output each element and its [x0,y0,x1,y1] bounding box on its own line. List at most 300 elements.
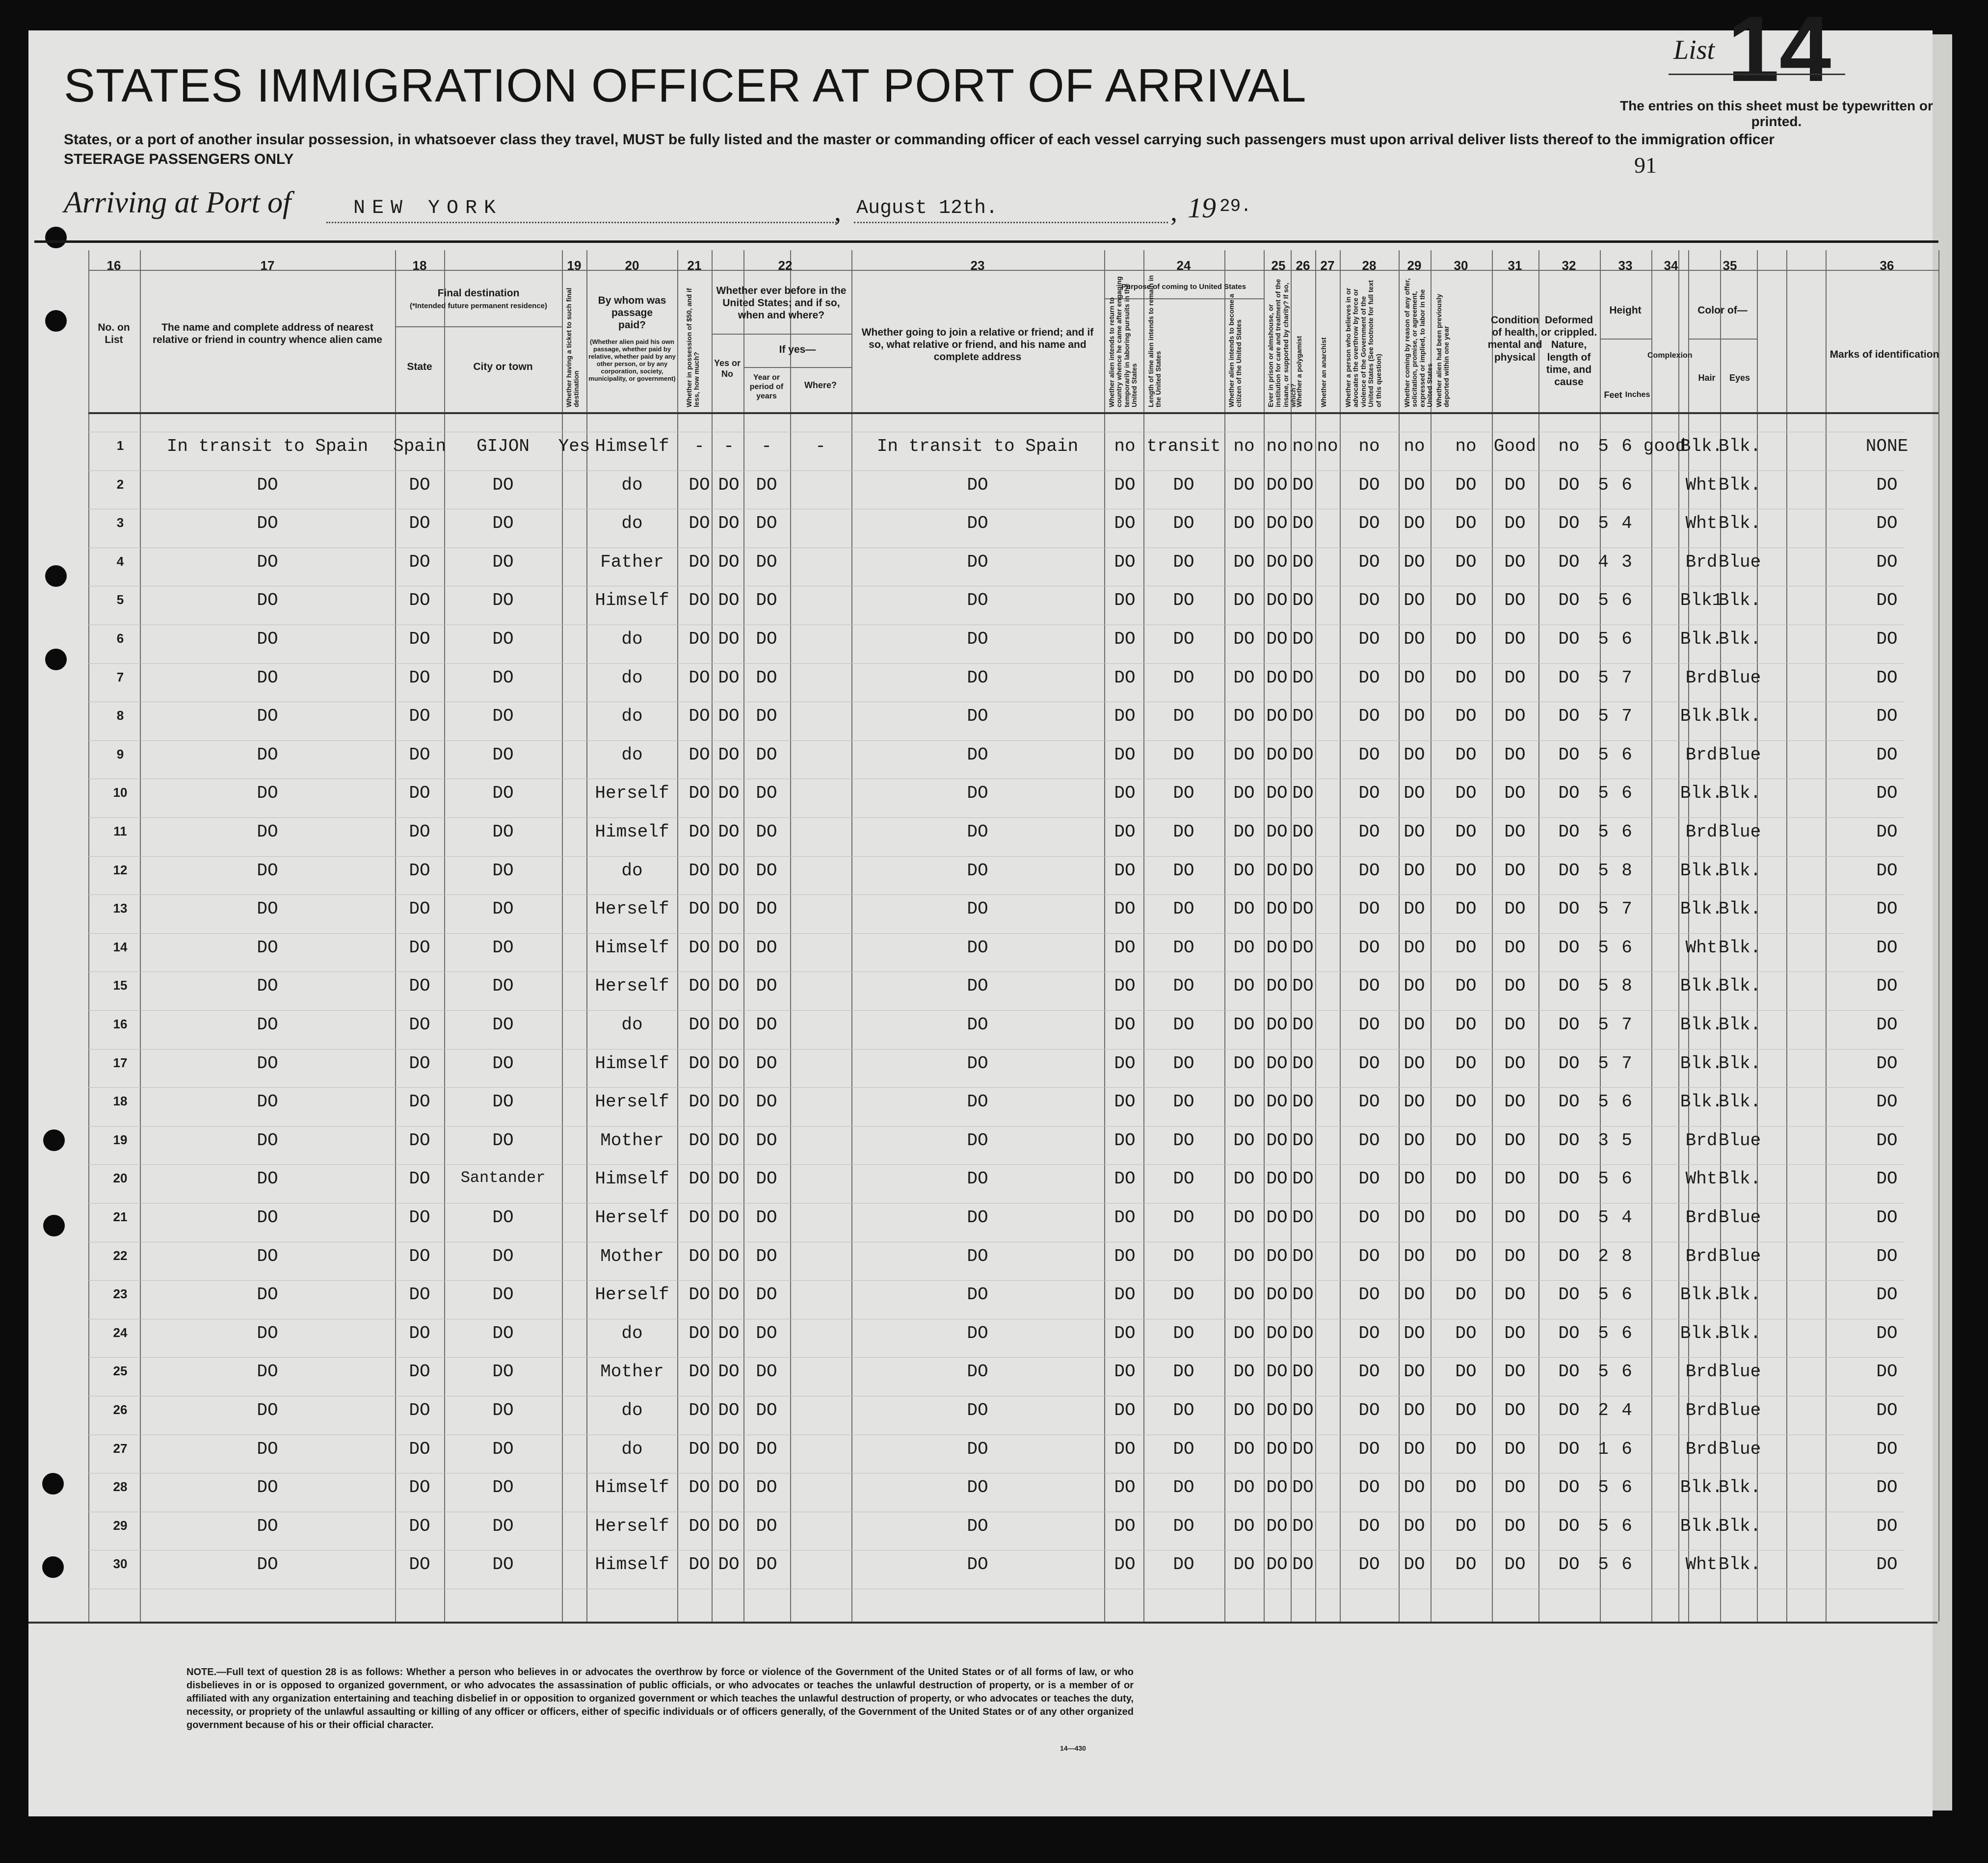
cell-c24c: DO [1233,1285,1255,1305]
cell-join: DO [967,783,988,804]
port-dotline [326,222,837,223]
cell-c21: DO [689,860,710,881]
row-rule [88,740,1904,741]
header-return-intent: Whether alien intends to return to country whence he came after engaging temporarily in laboring pursuits in the United States [1108,276,1139,407]
cell-eyes: Blue [1718,1400,1761,1420]
cell-c22a: DO [718,1130,740,1151]
subheader-rule [1600,339,1651,340]
cell-c21: DO [689,1169,710,1189]
cell-health: DO [1504,513,1526,534]
cell-deformed: DO [1558,860,1580,881]
cell-eyes: Blk. [1718,860,1761,881]
cell-c30: DO [1455,1130,1477,1151]
header-fifty-dollars: Whether in possession of $50, and if less, how much? [685,288,701,407]
header-height: Height [1609,305,1642,316]
cell-c22a: DO [718,1477,740,1498]
cell-marks: DO [1876,976,1898,997]
cell-inches: 4 [1621,513,1632,534]
cell-hair: Blk. [1680,1285,1723,1305]
cell-c24a: DO [1114,1207,1136,1228]
header-labor-offer: Whether coming by reason of any offer, solicitation, promise, or agreement, expressed or implied, to labor in the United States [1403,278,1434,407]
cell-c24b: DO [1173,899,1194,919]
row-number: 16 [113,1017,128,1031]
cell-c30: DO [1455,744,1477,765]
cell-rel: DO [257,1362,278,1382]
steerage-label: STEERAGE PASSENGERS ONLY [64,151,294,167]
row-number: 5 [116,592,124,607]
cell-state: DO [409,1516,430,1536]
cell-c26: DO [1292,1554,1314,1575]
header-year-period: Year or period of years [749,373,784,401]
cell-c28: DO [1358,822,1380,842]
row-number: 13 [113,901,128,916]
cell-hair: Brd [1685,1246,1718,1266]
cell-hair: Blk. [1680,1323,1723,1343]
cell-c29: DO [1404,667,1425,688]
cell-c26: DO [1292,1207,1314,1228]
cell-c22a: DO [718,1169,740,1189]
cell-feet: 2 [1598,1246,1609,1266]
cell-c28: DO [1358,629,1380,649]
column-rule [1538,250,1539,1622]
cell-c29: DO [1404,976,1425,997]
column-rule [712,250,713,1622]
cell-c29: DO [1404,590,1425,611]
header-feet: Feet [1604,390,1622,400]
cell-marks: DO [1876,1092,1898,1112]
cell-inches: 6 [1621,744,1632,765]
cell-inches: 7 [1621,706,1632,727]
cell-c24c: DO [1233,1439,1255,1459]
cell-city: DO [492,474,514,495]
cell-c30: DO [1455,1554,1477,1575]
cell-feet: 2 [1598,1400,1609,1420]
cell-health: DO [1504,1207,1526,1228]
cell-marks: DO [1876,1439,1898,1459]
cell-inches: 6 [1621,1285,1632,1305]
cell-rel: DO [257,1400,278,1420]
cell-paid: Himself [595,1477,669,1498]
cell-c24a: DO [1114,474,1136,495]
header-purpose: Purpose of coming to United States [1121,283,1246,291]
cell-state: DO [409,1015,430,1035]
header-color-of: Color of— [1697,305,1748,316]
cell-c24a: DO [1114,1477,1136,1498]
cell-eyes: Blk. [1718,899,1761,919]
cell-c25: DO [1266,976,1288,997]
cell-city: DO [492,1285,514,1305]
cell-c30: DO [1455,1053,1477,1074]
column-number: 28 [1362,258,1377,273]
cell-feet: 5 [1598,822,1609,842]
cell-state: DO [409,1092,430,1112]
cell-c28: DO [1358,976,1380,997]
cell-deformed: DO [1558,1400,1580,1420]
cell-c25: DO [1266,1053,1288,1074]
cell-join: DO [967,1285,988,1305]
cell-c22b: DO [756,822,777,842]
cell-c22b: DO [756,629,777,649]
form-code: 14—430 [1060,1744,1086,1752]
cell-c24a: DO [1114,899,1136,919]
cell-c22a: DO [718,590,740,611]
cell-paid: do [621,1400,643,1420]
cell-marks: DO [1876,1207,1898,1228]
cell-hair: Brd [1685,1130,1718,1151]
cell-c30: DO [1455,937,1477,958]
list-underline [1669,74,1845,75]
cell-deformed: DO [1558,1323,1580,1343]
cell-c25: DO [1266,1554,1288,1575]
cell-city: DO [492,783,514,804]
row-number: 20 [113,1171,128,1186]
header-health: Condition of health, mental and physical [1487,315,1542,363]
cell-c25: DO [1266,667,1288,688]
cell-feet: 5 [1598,474,1609,495]
cell-feet: 5 [1598,1092,1609,1112]
cell-inches: 6 [1621,1516,1632,1536]
row-number: 7 [116,669,124,684]
cell-c28: DO [1358,744,1380,765]
cell-marks: DO [1876,1400,1898,1420]
cell-c28: DO [1358,1053,1380,1074]
cell-join: In transit to Spain [876,436,1079,456]
table-bottom-rule [28,1622,1937,1624]
cell-c24a: DO [1114,1554,1136,1575]
cell-marks: DO [1876,899,1898,919]
cell-c24c: DO [1233,551,1255,572]
cell-rel: DO [257,1015,278,1035]
column-rule [1938,250,1939,1622]
cell-c22b: DO [756,899,777,919]
cell-c29: DO [1404,899,1425,919]
cell-inches: 5 [1621,1130,1632,1151]
cell-rel: DO [257,1477,278,1498]
cell-feet: 5 [1598,1285,1609,1305]
cell-c21: DO [689,1439,710,1459]
cell-c30: DO [1455,1169,1477,1189]
cell-hair: Blk. [1680,629,1723,649]
arrival-date: August 12th. [856,197,998,219]
cell-c22b: DO [756,1015,777,1035]
cell-c22b: DO [756,1207,777,1228]
cell-paid: Herself [595,1092,669,1112]
cell-c30: DO [1455,1439,1477,1459]
column-number: 27 [1320,258,1335,273]
cell-c22b: DO [756,744,777,765]
cell-c24a: DO [1114,667,1136,688]
cell-c28: DO [1358,1439,1380,1459]
cell-c28: DO [1358,706,1380,727]
cell-eyes: Blue [1718,1246,1761,1266]
row-number: 14 [113,939,128,954]
cell-c28: DO [1358,513,1380,534]
cell-c28: DO [1358,899,1380,919]
cell-inches: 6 [1621,1554,1632,1575]
cell-c25: DO [1266,551,1288,572]
cell-eyes: Blue [1718,551,1761,572]
column-rule [677,250,678,1622]
column-number: 29 [1407,258,1422,273]
cell-rel: DO [257,1130,278,1151]
cell-c24c: DO [1233,783,1255,804]
cell-c22b: DO [756,1285,777,1305]
cell-hair: Wht [1685,1169,1718,1189]
cell-city: DO [492,1400,514,1420]
cell-marks: DO [1876,822,1898,842]
column-rule [743,250,744,1622]
cell-health: DO [1504,1400,1526,1420]
cell-feet: 4 [1598,551,1609,572]
cell-feet: 5 [1598,706,1609,727]
cell-city: DO [492,667,514,688]
row-number: 21 [113,1209,128,1224]
cell-hair: Brd [1685,551,1718,572]
cell-c28: DO [1358,474,1380,495]
cell-state: DO [409,1554,430,1575]
cell-health: DO [1504,474,1526,495]
cell-paid: Himself [595,590,669,611]
cell-c24b: DO [1173,1516,1194,1536]
column-rule [1340,250,1341,1622]
cell-c24a: DO [1114,629,1136,649]
cell-hair: Wht [1685,1554,1718,1575]
cell-c24a: DO [1114,744,1136,765]
cell-deformed: DO [1558,1362,1580,1382]
cell-hair: Brd [1685,667,1718,688]
cell-c24c: DO [1233,1130,1255,1151]
cell-feet: 1 [1598,1439,1609,1459]
cell-inches: 6 [1621,1362,1632,1382]
cell-c29: DO [1404,1400,1425,1420]
cell-c29: DO [1404,937,1425,958]
cell-rel: DO [257,860,278,881]
cell-c30: DO [1455,1246,1477,1266]
cell-c26: DO [1292,1477,1314,1498]
cell-c22a: DO [718,1246,740,1266]
cell-state: DO [409,937,430,958]
cell-c25: DO [1266,1362,1288,1382]
cell-city: DO [492,899,514,919]
punch-hole [45,227,67,248]
cell-c24b: DO [1173,1323,1194,1343]
cell-feet: 5 [1598,1516,1609,1536]
cell-c29: DO [1404,1092,1425,1112]
cell-feet: 5 [1598,1015,1609,1035]
column-number: 33 [1618,258,1633,273]
column-number: 19 [567,258,582,273]
cell-c26: DO [1292,1285,1314,1305]
cell-c21: DO [689,1554,710,1575]
row-number: 22 [113,1248,128,1263]
cell-inches: 6 [1621,1092,1632,1112]
cell-inches: 6 [1621,783,1632,804]
cell-c26: DO [1292,590,1314,611]
cell-marks: DO [1876,744,1898,765]
row-rule [88,1010,1904,1011]
cell-join: DO [967,706,988,727]
cell-c30: DO [1455,1362,1477,1382]
cell-deformed: DO [1558,1516,1580,1536]
cell-c29: DO [1404,744,1425,765]
cell-paid: Mother [600,1362,664,1382]
cell-deformed: DO [1558,667,1580,688]
cell-c22a: DO [718,1092,740,1112]
cell-marks: DO [1876,474,1898,495]
cell-join: DO [967,629,988,649]
row-rule [88,1049,1904,1050]
cell-eyes: Blk. [1718,1516,1761,1536]
row-number: 3 [116,515,124,530]
cell-c28: DO [1358,937,1380,958]
cell-c24c: DO [1233,1516,1255,1536]
cell-c25: DO [1266,822,1288,842]
punch-hole [42,1556,64,1578]
cell-c24a: DO [1114,783,1136,804]
cell-c25: DO [1266,1477,1288,1498]
cell-feet: 3 [1598,1130,1609,1151]
cell-deformed: DO [1558,976,1580,997]
cell-c25: DO [1266,706,1288,727]
cell-feet: 5 [1598,744,1609,765]
cell-deformed: DO [1558,1246,1580,1266]
comma: , [834,197,841,227]
cell-deformed: DO [1558,1207,1580,1228]
cell-c24b: DO [1173,1130,1194,1151]
cell-marks: DO [1876,1130,1898,1151]
row-number: 26 [113,1402,128,1417]
row-rule [88,1126,1904,1127]
cell-join: DO [967,667,988,688]
cell-c28: DO [1358,1516,1380,1536]
cell-c24b: DO [1173,1285,1194,1305]
cell-c22a: DO [718,744,740,765]
cell-inches: 8 [1621,860,1632,881]
cell-c25: DO [1266,937,1288,958]
manifest-sheet [28,30,1933,1816]
cell-c24c: DO [1233,1554,1255,1575]
cell-deformed: DO [1558,474,1580,495]
cell-inches: 6 [1621,1169,1632,1189]
cell-c24c: DO [1233,590,1255,611]
cell-city: DO [492,1207,514,1228]
header-hair: Hair [1698,373,1716,383]
cell-c26: DO [1292,976,1314,997]
cell-health: DO [1504,1439,1526,1459]
cell-c28: DO [1358,551,1380,572]
cell-health: DO [1504,1362,1526,1382]
cell-c22b: DO [756,1516,777,1536]
cell-city: DO [492,513,514,534]
header-complexion: Complexion [1647,351,1693,360]
cell-join: DO [967,513,988,534]
cell-join: DO [967,1362,988,1382]
cell-health: DO [1504,1323,1526,1343]
cell-paid: Himself [595,1053,669,1074]
row-number: 29 [113,1518,128,1533]
cell-inches: 6 [1621,1477,1632,1498]
cell-city: DO [492,706,514,727]
cell-c24a: DO [1114,1362,1136,1382]
cell-c26: DO [1292,1323,1314,1343]
cell-c29: DO [1404,783,1425,804]
cell-c28: DO [1358,1285,1380,1305]
cell-hair: Blk. [1680,1015,1723,1035]
punch-hole [45,649,67,670]
cell-join: DO [967,1246,988,1266]
cell-deformed: DO [1558,744,1580,765]
cell-c30: DO [1455,551,1477,572]
cell-c30: DO [1455,590,1477,611]
cell-rel: DO [257,783,278,804]
cell-state: DO [409,822,430,842]
cell-inches: 7 [1621,899,1632,919]
cell-c22b: - [761,436,772,456]
cell-c29: DO [1404,1053,1425,1074]
column-rule [1143,250,1144,1622]
header-nearest-relative: The name and complete address of nearest relative or friend in country whence alien came [153,322,382,346]
cell-c22a: DO [718,1207,740,1228]
cell-marks: DO [1876,783,1898,804]
column-number: 36 [1880,258,1894,273]
cell-inches: 7 [1621,1053,1632,1074]
cell-c29: DO [1404,1323,1425,1343]
cell-c29: DO [1404,1130,1425,1151]
cell-c22a: DO [718,976,740,997]
header-yes-no: Yes or No [714,358,741,379]
cell-c30: DO [1455,629,1477,649]
cell-c24c: DO [1233,1015,1255,1035]
column-number: 16 [106,258,121,273]
column-number: 22 [778,258,793,273]
cell-c25: DO [1266,513,1288,534]
cell-paid: Herself [595,1516,669,1536]
cell-c24b: transit [1146,436,1221,456]
cell-rel: DO [257,1053,278,1074]
cell-c22a: DO [718,1053,740,1074]
cell-c30: DO [1455,783,1477,804]
cell-c29: DO [1404,706,1425,727]
cell-c21: DO [689,976,710,997]
cell-hair: Blk1 [1680,590,1723,611]
cell-feet: 5 [1598,1477,1609,1498]
cell-c26: DO [1292,1246,1314,1266]
cell-c24c: DO [1233,860,1255,881]
cell-c22b: DO [756,551,777,572]
cell-health: DO [1504,1092,1526,1112]
cell-c21: DO [689,1130,710,1151]
cell-c29: DO [1404,629,1425,649]
cell-rel: DO [257,551,278,572]
cell-city: DO [492,1323,514,1343]
cell-inches: 6 [1621,436,1632,456]
cell-c24b: DO [1173,937,1194,958]
cell-join: DO [967,474,988,495]
cell-c24a: DO [1114,1130,1136,1151]
cell-marks: DO [1876,629,1898,649]
cell-c21: DO [689,1285,710,1305]
column-rule [1104,250,1105,1622]
cell-c28: DO [1358,590,1380,611]
cell-c29: DO [1404,1015,1425,1035]
cell-city: DO [492,860,514,881]
cell-c24b: DO [1173,860,1194,881]
cell-health: DO [1504,899,1526,919]
cell-c30: no [1455,436,1477,456]
cell-deformed: DO [1558,1285,1580,1305]
cell-c25: DO [1266,744,1288,765]
cell-feet: 5 [1598,1169,1609,1189]
